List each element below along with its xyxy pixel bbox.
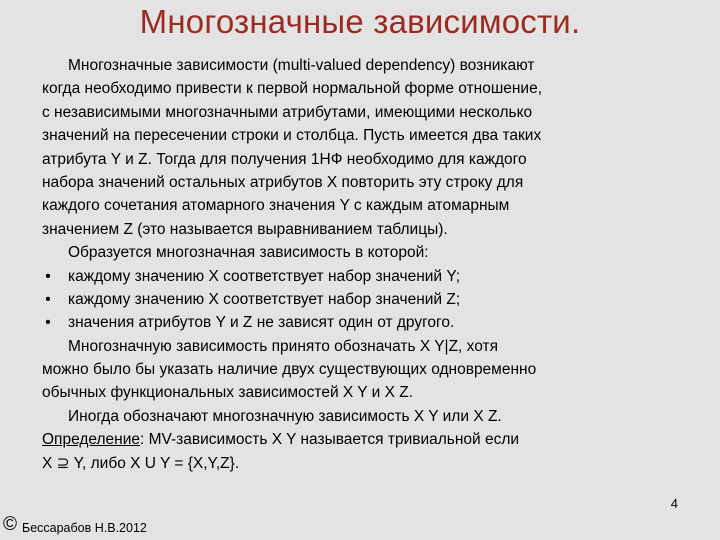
text-line: обычных функциональных зависимостей X Y и X Z. [42,384,414,402]
text-line: когда необходимо привести к первой нормальной форме отношение, [42,80,543,98]
text-line: каждого сочетания атомарного значения Y с каждым атомарным [42,197,510,215]
text-line: Многозначную зависимость принято обозначать X Y|Z, хотя [68,337,499,355]
text-line: можно было бы указать наличие двух существующих одновременно [42,361,537,379]
text-line: Иногда обозначают многозначную зависимость X Y или X Z. [68,407,502,425]
bullet-text: каждому значению X соответствует набор значений Z; [68,290,461,308]
page-number: 4 [670,496,678,511]
bullet-item [42,311,702,334]
bullet-icon: • [45,290,51,308]
text-line: Образуется многозначная зависимость в которой: [68,244,429,262]
slide-body [42,54,702,475]
text-line: атрибута Y и Z. Тогда для получения 1НФ необходимо для каждого [42,150,527,168]
bullet-icon: • [45,267,51,285]
bullet-text: каждому значению X соответствует набор значений Y; [68,267,461,285]
slide-title: Многозначные зависимости. [139,3,581,40]
definition-label: Определение [42,431,141,449]
author-footer: Бессарабов Н.В.2012 [22,521,147,535]
copyright-icon: © [3,514,17,535]
definition-line [42,428,702,451]
bullet-item [42,265,702,288]
text-line: X ⊇ Y, либо X U Y = {X,Y,Z}. [42,454,240,472]
text-line: значений на пересечении строки и столбца. Пусть имеется два таких [42,127,542,145]
definition-text: : MV-зависимость X Y называется тривиальной если [140,431,520,449]
text-line: с независимыми многозначными атрибутами, имеющими несколько [42,103,533,121]
text-line: набора значений остальных атрибутов Х повторить эту строку для [42,173,524,191]
text-line: Многозначные зависимости (multi-valued dependency) возникают [68,57,535,74]
bullet-item [42,288,702,311]
bullet-icon: • [45,314,51,332]
bullet-text: значения атрибутов Y и Z не зависят один от другого. [68,314,455,332]
text-line: значением Z (это называется выравниванием таблицы). [42,220,448,238]
